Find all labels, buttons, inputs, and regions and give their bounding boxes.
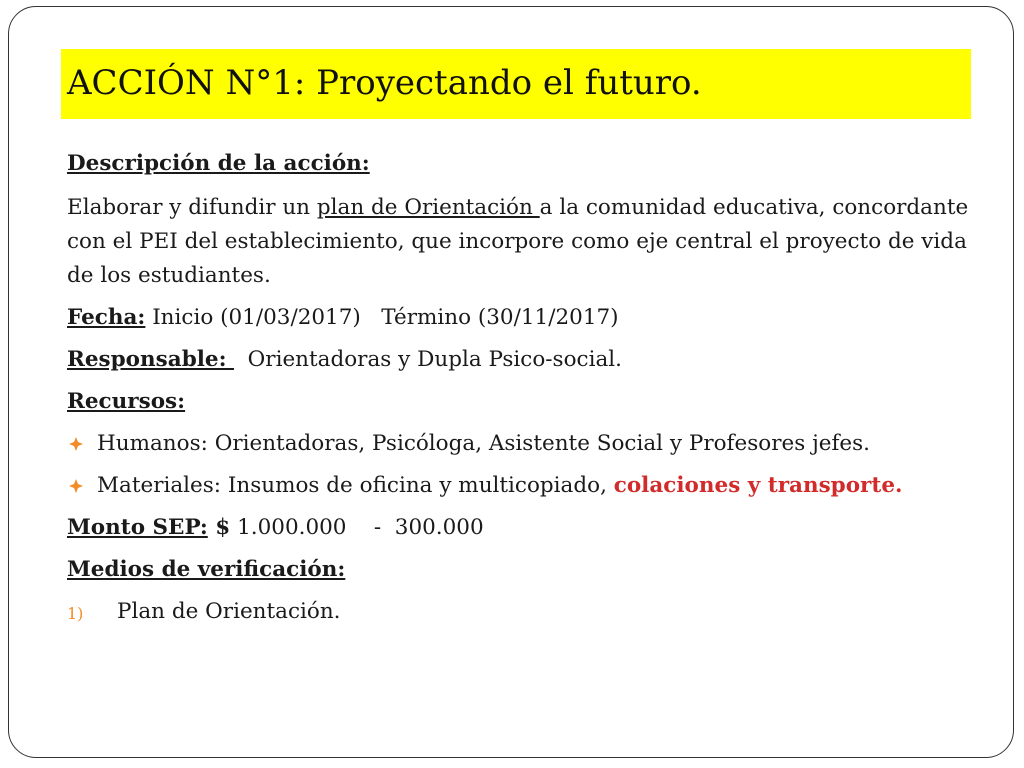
recursos-heading-row <box>67 387 982 417</box>
list-number: 1) <box>67 604 84 623</box>
description-paragraph <box>67 191 982 293</box>
monto-value: 1.000.000 - 300.000 <box>230 515 484 540</box>
plan-orientacion-link: plan de Orientación <box>316 195 540 220</box>
responsable-row <box>67 345 982 375</box>
recursos-materiales-highlight: colaciones y transporte. <box>613 473 903 498</box>
monto-label: Monto SEP: <box>67 515 208 540</box>
slide-title: ACCIÓN N°1: Proyectando el futuro. <box>67 63 702 103</box>
list-item <box>67 429 982 459</box>
description-text-2: a la comunidad educativa, concordante con el PEI del establecimiento, que incorpore como eje central el proyecto de vida de los estudiantes. <box>67 195 969 288</box>
title-bar <box>61 49 971 119</box>
diamond-bullet-icon <box>69 437 83 451</box>
list-item <box>67 597 982 627</box>
fecha-value: Inicio (01/03/2017) Término (30/11/2017) <box>145 305 619 330</box>
fecha-label: Fecha: <box>67 305 146 330</box>
recursos-heading: Recursos: <box>67 389 186 414</box>
slide-content <box>67 149 982 627</box>
description-heading-row <box>67 149 982 179</box>
list-item <box>67 471 982 501</box>
medios-item-text: Plan de Orientación. <box>117 599 341 624</box>
monto-currency: $ <box>207 515 231 540</box>
slide-frame <box>8 6 1014 758</box>
diamond-bullet-icon <box>69 479 83 493</box>
monto-row <box>67 513 982 543</box>
recursos-humanos-text: Humanos: Orientadoras, Psicóloga, Asistente Social y Profesores jefes. <box>97 431 871 456</box>
medios-heading-row <box>67 555 982 585</box>
description-heading: Descripción de la acción: <box>67 151 370 176</box>
description-text-1: Elaborar y difundir un <box>67 195 317 220</box>
responsable-value: Orientadoras y Dupla Psico-social. <box>234 347 622 372</box>
responsable-label: Responsable: <box>67 347 234 372</box>
medios-heading: Medios de verificación: <box>67 557 346 582</box>
fecha-row <box>67 303 982 333</box>
recursos-materiales-text: Materiales: Insumos de oficina y multicopiado, <box>97 473 614 498</box>
